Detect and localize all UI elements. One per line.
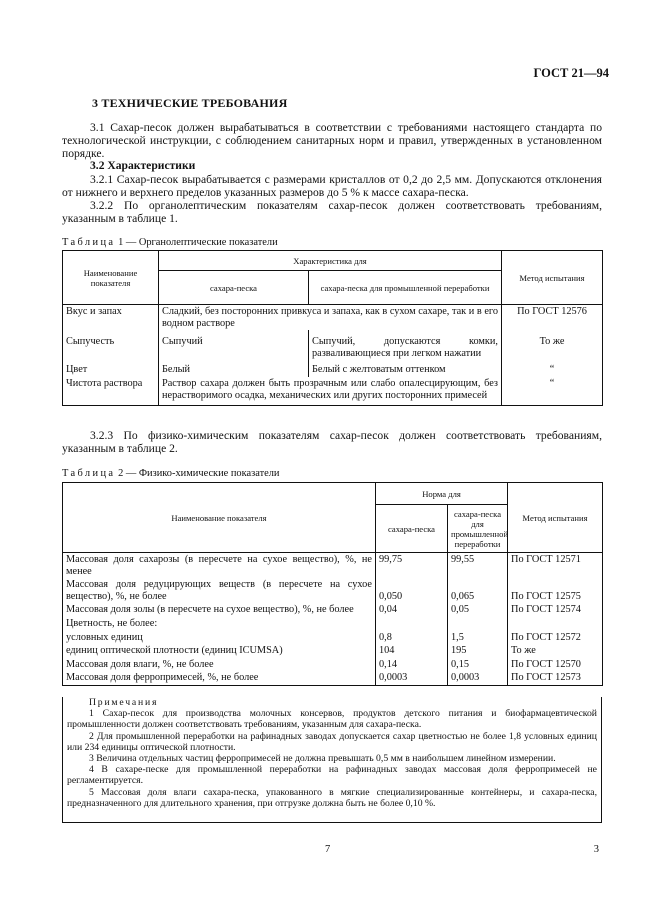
t2-cell-name: Массовая доля редуцирующих веществ (в пересчете на сухое вещество), %, не более xyxy=(63,578,376,603)
note-item: 2 Для промышленной переработки на рафинадных заводах допускается сахар цветностью не более 1,8 условных единиц или 234 единицы оптической плотности. xyxy=(67,730,597,753)
physicochemical-table xyxy=(62,482,603,686)
t2-cell-industrial: 0,15 xyxy=(448,658,508,672)
table-row xyxy=(63,377,603,406)
table2-caption xyxy=(62,468,279,479)
table-row xyxy=(63,578,603,603)
t2-cell-name: Массовая доля влаги, %, не более xyxy=(63,658,376,672)
table-row xyxy=(63,330,603,360)
note-item: 3 Величина отдельных частиц ферропримесей не должна превышать 0,5 мм в наибольшем линейном измерении. xyxy=(89,753,556,765)
table-row xyxy=(63,305,603,331)
table-row xyxy=(63,617,603,631)
note-item: 1 Сахар-песок для производства молочных консервов, продуктов детского питания и биофармацевтической промышленности должен соответствовать требованиям, указанным для сахара-песка. xyxy=(67,708,597,731)
t1-cell-method: “ xyxy=(502,377,603,406)
page-number-center: 7 xyxy=(325,844,331,855)
t2-cell-sugar: 0,0003 xyxy=(376,671,448,685)
t2-cell-name: единиц оптической плотности (единиц ICUMSA) xyxy=(63,644,376,658)
t2-cell-method: По ГОСТ 12570 xyxy=(508,658,603,672)
note-item: 4 В сахаре-песке для промышленной переработки на рафинадных заводах массовая доля ферропримесей не регламентируется. xyxy=(67,764,597,787)
table1-caption-prefix: Таблица xyxy=(62,237,116,248)
t2-cell-name: Цветность, не более: xyxy=(63,617,376,631)
t1-cell-method: То же xyxy=(502,330,603,360)
table2-caption-text: 2 — Физико-химические показатели xyxy=(118,468,280,479)
organoleptic-table xyxy=(62,250,603,406)
section-title: 3 ТЕХНИЧЕСКИЕ ТРЕБОВАНИЯ xyxy=(92,96,288,110)
t2-cell-industrial: 195 xyxy=(448,644,508,658)
t1-head-method: Метод испытания xyxy=(502,251,603,305)
t1-head-industrial: сахара-песка для промышленной переработки xyxy=(309,271,502,305)
paragraph-3-2-1-text: 3.2.1 Сахар-песок вырабатывается с размерами кристаллов от 0,2 до 2,5 мм. Допускаются отклонения от нижнего и верхнего пределов указанных размеров до 5 % к массе сахара-песка. xyxy=(62,173,602,200)
t1-cell-industrial: Белый с желтоватым оттенком xyxy=(309,360,502,377)
t2-cell-industrial: 0,065 xyxy=(448,578,508,603)
note-item: 5 Массовая доля влаги сахара-песка, упакованного в мягкие специализированные контейнеры, и сахара-песка, предназначенного для длительного хранения, при отгрузке должна быть не более 0,10 %. xyxy=(67,786,597,809)
t1-head-sugar: сахара-песка xyxy=(159,271,309,305)
table1-caption xyxy=(62,237,278,248)
t1-cell-merged: Раствор сахара должен быть прозрачным или слабо опалесцирующим, без нерастворимого осадка, механических или других посторонних примесей xyxy=(159,377,502,406)
t2-cell-name: Массовая доля ферропримесей, %, не более xyxy=(63,671,376,685)
t2-head-sugar: сахара-песка xyxy=(376,505,448,553)
page-number-right: 3 xyxy=(593,844,599,855)
t2-cell-industrial xyxy=(448,617,508,631)
table-row xyxy=(63,360,603,377)
t2-cell-sugar: 0,8 xyxy=(376,631,448,645)
t2-cell-industrial: 99,55 xyxy=(448,553,508,579)
t2-cell-sugar: 104 xyxy=(376,644,448,658)
paragraph-3-2-3 xyxy=(62,429,602,455)
t2-cell-sugar: 0,04 xyxy=(376,603,448,617)
t1-cell-sugar: Сыпучий xyxy=(159,330,309,360)
t2-cell-method: По ГОСТ 12571 xyxy=(508,553,603,579)
t1-cell-sugar: Белый xyxy=(159,360,309,377)
table-row xyxy=(63,631,603,645)
t2-cell-sugar: 99,75 xyxy=(376,553,448,579)
t1-head-name: Наименование показателя xyxy=(63,251,159,305)
paragraph-3-2-2 xyxy=(62,199,602,225)
table-row xyxy=(63,658,603,672)
t1-head-characteristic: Характеристика для xyxy=(159,251,502,271)
notes-title: Примечания xyxy=(89,697,159,708)
t2-head-industrial: сахара-песка для промышленной переработки xyxy=(448,505,508,553)
table1-caption-text: 1 — Органолептические показатели xyxy=(118,237,278,248)
t2-cell-industrial: 1,5 xyxy=(448,631,508,645)
table-row xyxy=(63,603,603,617)
table-row xyxy=(63,671,603,685)
paragraph-3-1-text: 3.1 Сахар-песок должен вырабатываться в соответствии с требованиями настоящего стандарта по технологической инструкции, с соблюдением санитарных норм и правил, утвержденных в установленном порядке. xyxy=(62,121,602,161)
table2-caption-prefix: Таблица xyxy=(62,468,116,479)
t1-cell-name: Цвет xyxy=(63,360,159,377)
table-row xyxy=(63,644,603,658)
t2-cell-industrial: 0,05 xyxy=(448,603,508,617)
paragraph-3-1 xyxy=(62,121,602,161)
t1-cell-industrial: Сыпучий, допускаются комки, разваливающиеся при легком нажатии xyxy=(309,330,502,360)
t2-cell-sugar: 0,14 xyxy=(376,658,448,672)
paragraph-3-2-2-text: 3.2.2 По органолептическим показателям сахар-песок должен соответствовать требованиям, указанным в таблице 1. xyxy=(62,199,602,226)
t2-cell-method: По ГОСТ 12573 xyxy=(508,671,603,685)
t2-head-name: Наименование показателя xyxy=(63,483,376,553)
t2-cell-industrial: 0,0003 xyxy=(448,671,508,685)
t1-cell-name: Вкус и запах xyxy=(63,305,159,331)
t2-head-method: Метод испытания xyxy=(508,483,603,553)
t2-cell-method: По ГОСТ 12575 xyxy=(508,578,603,603)
t2-cell-method xyxy=(508,617,603,631)
t1-cell-name: Чистота раствора xyxy=(63,377,159,406)
table-row xyxy=(63,553,603,579)
paragraph-3-2-1 xyxy=(62,173,602,199)
t2-cell-name: Массовая доля сахарозы (в пересчете на сухое вещество), %, не менее xyxy=(63,553,376,579)
t2-head-norm: Норма для xyxy=(376,483,508,505)
t1-cell-merged: Сладкий, без посторонних привкуса и запаха, как в сухом сахаре, так и в его водном растворе xyxy=(159,305,502,331)
t1-cell-method: По ГОСТ 12576 xyxy=(502,305,603,331)
t1-cell-method: “ xyxy=(502,360,603,377)
t2-cell-name: условных единиц xyxy=(63,631,376,645)
t2-cell-sugar xyxy=(376,617,448,631)
document-code: ГОСТ 21—94 xyxy=(533,66,609,80)
t2-cell-method: По ГОСТ 12574 xyxy=(508,603,603,617)
t2-cell-method: То же xyxy=(508,644,603,658)
t1-cell-name: Сыпучесть xyxy=(63,330,159,360)
table2-notes xyxy=(62,697,602,823)
subsection-3-2-title: 3.2 Характеристики xyxy=(90,159,196,172)
paragraph-3-2-3-text: 3.2.3 По физико-химическим показателям сахар-песок должен соответствовать требованиям, указанным в таблице 2. xyxy=(62,429,602,456)
t2-cell-name: Массовая доля золы (в пересчете на сухое вещество), %, не более xyxy=(63,603,376,617)
t2-cell-sugar: 0,050 xyxy=(376,578,448,603)
t2-cell-method: По ГОСТ 12572 xyxy=(508,631,603,645)
